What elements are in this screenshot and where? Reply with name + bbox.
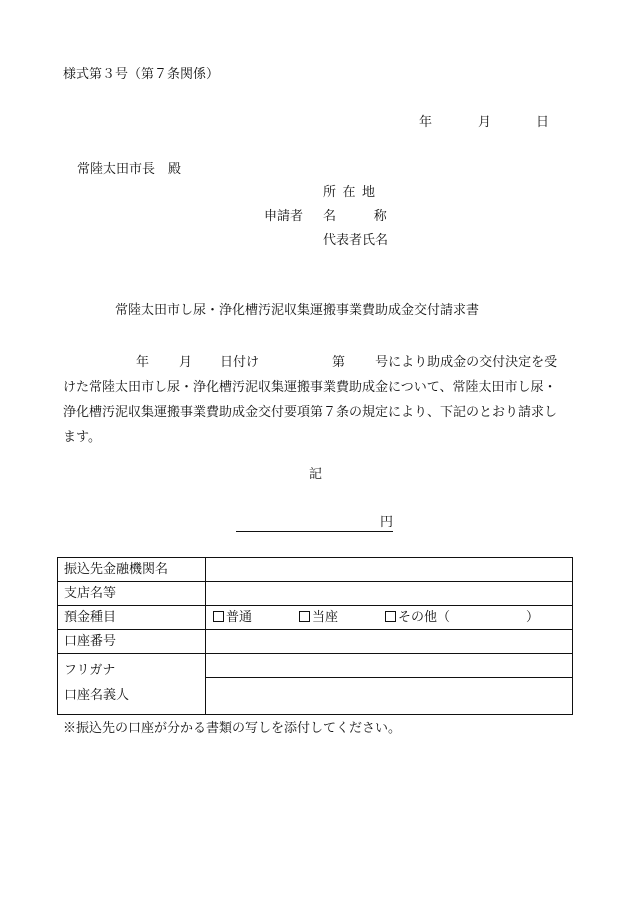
deposit-type-options	[206, 606, 573, 630]
date-day-label: 日	[536, 115, 550, 130]
table-row	[58, 558, 573, 582]
checkbox-toza[interactable]	[299, 611, 385, 624]
checkbox-box-icon	[299, 611, 310, 622]
table-row	[58, 630, 573, 654]
applicant-address-label: 所在地	[323, 185, 382, 200]
account-number-field[interactable]	[206, 630, 573, 654]
option-futsu-label: 普通	[226, 610, 253, 625]
body-month-label: 月	[179, 355, 193, 370]
checkbox-futsu[interactable]	[213, 611, 299, 624]
furigana-field[interactable]	[206, 654, 573, 678]
branch-field[interactable]	[206, 582, 573, 606]
date-year-label: 年	[419, 115, 433, 130]
applicant-label: 申請者	[264, 209, 304, 224]
option-other-close: ）	[526, 610, 540, 625]
holder-label: 口座名義人	[64, 688, 130, 703]
document-title: 常陸太田市し尿・浄化槽汚泥収集運搬事業費助成金交付請求書	[115, 303, 480, 318]
form-number: 様式第３号（第７条関係）	[63, 67, 220, 82]
body-year-label: 年	[136, 355, 150, 370]
holder-label-cell	[58, 654, 206, 715]
bank-name-field[interactable]	[206, 558, 573, 582]
table-row	[58, 582, 573, 606]
applicant-name-label: 名称	[323, 209, 425, 224]
account-number-label: 口座番号	[58, 630, 206, 654]
amount-unit: 円	[379, 515, 393, 530]
branch-label: 支店名等	[58, 582, 206, 606]
applicant-rep-label: 代表者氏名	[323, 233, 389, 248]
table-row	[58, 606, 573, 630]
body-paragraph	[63, 350, 569, 450]
addressee: 常陸太田市長 殿	[77, 162, 182, 177]
option-other-label: その他（	[398, 610, 451, 625]
bank-name-label: 振込先金融機関名	[58, 558, 206, 582]
table-row	[58, 654, 573, 678]
ki-heading: 記	[309, 467, 323, 482]
checkbox-box-icon	[385, 611, 396, 622]
checkbox-box-icon	[213, 611, 224, 622]
bank-transfer-table	[57, 557, 573, 715]
body-text: 号により助成金の交付決定を受けた常陸太田市し尿・浄化槽汚泥収集運搬事業費助成金について、常陸太田市し尿・浄化槽汚泥収集運搬事業費助成金交付要項第７条の規定により、下記のとおり請求します。	[63, 355, 558, 445]
checkbox-other[interactable]	[385, 611, 450, 624]
option-toza-label: 当座	[312, 610, 339, 625]
furigana-label: フリガナ	[64, 663, 116, 678]
holder-field[interactable]	[206, 678, 573, 715]
body-date-label: 日付け	[220, 355, 260, 370]
amount-line	[236, 516, 393, 532]
deposit-type-label: 預金種目	[58, 606, 206, 630]
attachment-note: ※振込先の口座が分かる書類の写しを添付してください。	[63, 721, 402, 736]
body-number-prefix: 第	[332, 355, 346, 370]
date-month-label: 月	[478, 115, 492, 130]
